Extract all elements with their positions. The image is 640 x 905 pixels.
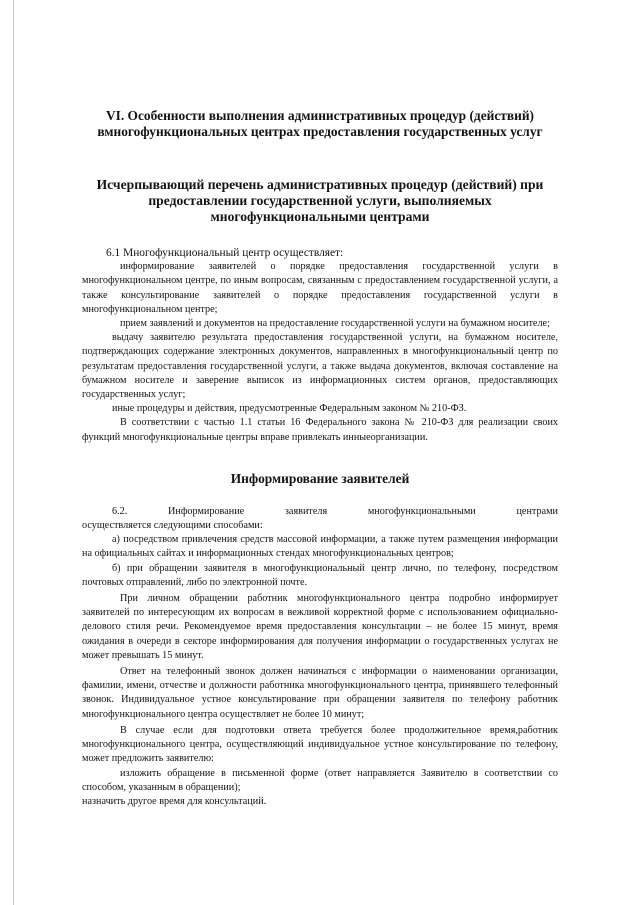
clause-6-2-heading-rest: осуществляется следующими способами: xyxy=(82,520,263,532)
clause-6-1-item: информирование заявителей о порядке предоставления государственной услуги в многофункциональном центре, по иным вопросам, связанным с предоставлением государственной услуги, а также консультирование заявителей о порядке предоставления государственной услуги в многофункциональном центре; xyxy=(82,261,558,315)
clause-number: 6.2. xyxy=(112,505,128,517)
longer-consultation-paragraph: В случае если для подготовки ответа требуется более продолжительное время,работник многофункционального центра, осуществляющий индивидуальное устное консультирование по телефону, может предложить заявителю: xyxy=(82,724,558,765)
clause-6-2-heading xyxy=(82,505,558,519)
section-title: VI. Особенности выполнения административных процедур (действий) вмногофункциональных центрах предоставления государственных услуг xyxy=(97,108,543,139)
clause-heading-word: заявителя xyxy=(284,505,328,517)
written-request-option: изложить обращение в письменной форме (ответ направляется Заявителю в соответствии со способом, указанным в обращении); xyxy=(82,767,558,793)
clause-6-2-item-a: а) посредством привлечения средств массовой информации, а также путем размещения информации на официальных сайтах и информационных стендах многофункциональных центров; xyxy=(82,534,558,560)
clause-heading-word: многофункциональными xyxy=(367,505,476,517)
clause-6-1-item: иные процедуры и действия, предусмотренные Федеральным законом № 210-ФЗ. xyxy=(112,403,467,415)
personal-visit-paragraph: При личном обращении работник многофункционального центра подробно информирует заявителей по интересующим их вопросам в вежливой корректной форме с использованием официально-делового стиля речи. Рекомендуемое время предоставления консультации – не более 15 минут, время ожидания в очереди в секторе информирования для получения информации о государственных услугах не может превышать 15 минут. xyxy=(82,593,558,661)
clause-6-1-item: прием заявлений и документов на предоставление государственной услуги на бумажном носителе; xyxy=(120,318,550,330)
clause-6-1-item: выдачу заявителю результата предоставления государственной услуги, на бумажном носителе, подтверждающих содержание электронных документов, направленных в многофункциональный центр по результатам предоставления государственной услуги, а также выдача документов, включая составление на бумажном носителе и заверение выписок из информационных систем органов, предоставляющих государственных услуг; xyxy=(82,332,558,401)
section-subheading: Исчерпывающий перечень административных процедур (действий) при предоставлении государственной услуги, выполняемых многофункциональными центрами xyxy=(96,177,544,224)
page-binding-line xyxy=(13,0,14,905)
clause-6-1-lead: 6.1 Многофункциональный центр осуществляет: xyxy=(106,247,344,259)
clause-6-1-note: В соответствии с частью 1.1 статьи 16 Федерального закона № 210-ФЗ для реализации своих функций многофункциональные центры вправе привлекать инныеорганизации. xyxy=(82,417,558,443)
reschedule-option: назначить другое время для консультаций. xyxy=(82,795,267,807)
clause-heading-word: Информирование xyxy=(168,505,245,517)
phone-call-paragraph: Ответ на телефонный звонок должен начинаться с информации о наименовании организации, фамилии, имени, отчестве и должности работника многофункционального центра, принявшего телефонный звонок. Индивидуальное устное консультирование при обращении заявителя по телефону работник многофункционального центра осуществляет не более 10 минут; xyxy=(82,666,558,720)
informing-title: Информирование заявителей xyxy=(230,470,410,486)
clause-heading-word: центрами xyxy=(516,505,558,517)
clause-6-2-item-b: б) при обращении заявителя в многофункциональный центр лично, по телефону, посредством почтовых отправлений, либо по электронной почте. xyxy=(82,562,558,588)
document-page xyxy=(82,108,558,809)
